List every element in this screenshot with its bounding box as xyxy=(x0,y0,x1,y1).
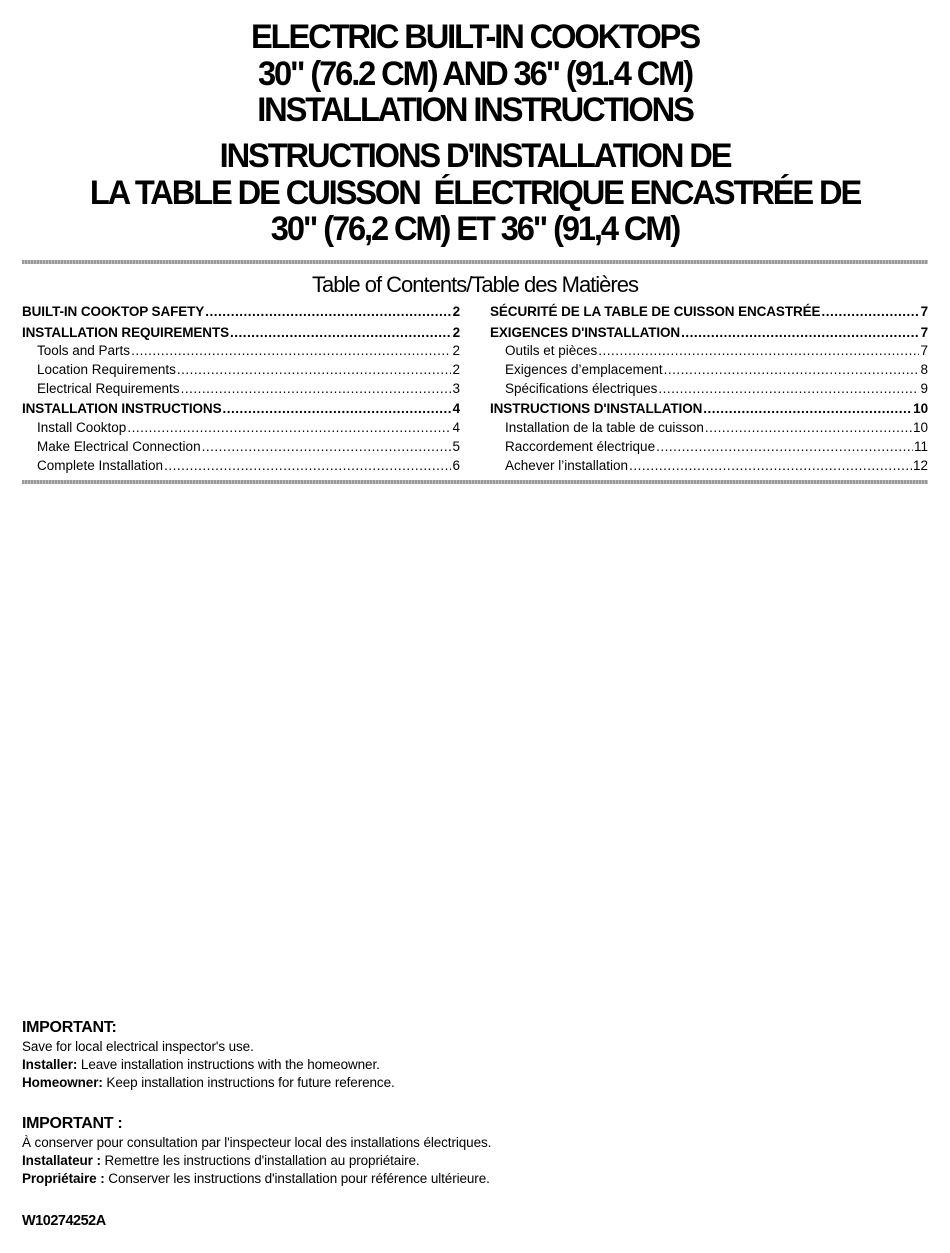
toc-item-exigences-emplacement[interactable] xyxy=(490,361,928,380)
dot-leader xyxy=(181,380,452,399)
dot-leader xyxy=(598,342,919,361)
important-line-inspecteur: À conserver pour consultation par l'inspecteur local des installations électriques. xyxy=(22,1135,492,1150)
toc-item-install-cooktop[interactable] xyxy=(22,419,460,438)
toc-page: 7 xyxy=(920,343,928,359)
toc-label: Raccordement électrique xyxy=(505,438,656,454)
toc-label: SÉCURITÉ DE LA TABLE DE CUISSON ENCASTRÉE xyxy=(490,304,821,319)
divider-bottom xyxy=(22,480,928,484)
toc-page: 7 xyxy=(920,304,928,319)
toc-label: INSTALLATION REQUIREMENTS xyxy=(22,324,229,340)
dot-leader xyxy=(131,342,451,361)
homeowner-label: Homeowner: xyxy=(22,1075,103,1090)
toc-item-installation-requirements[interactable] xyxy=(22,324,460,343)
toc-label: Install Cooktop xyxy=(37,420,127,436)
title-fr-line-1: INSTRUCTIONS D'INSTALLATION DE xyxy=(219,137,731,175)
toc-page: 4 xyxy=(452,420,460,436)
toc-label: BUILT-IN COOKTOP SAFETY xyxy=(22,304,205,319)
title-fr-line-3: 30" (76,2 CM) ET 36" (91,4 CM) xyxy=(270,210,680,248)
toc-page: 4 xyxy=(452,401,460,417)
toc-item-electrical-connection[interactable] xyxy=(22,438,460,457)
installateur-label: Installateur : xyxy=(22,1153,101,1168)
toc-item-raccordement[interactable] xyxy=(490,438,928,457)
title-french xyxy=(0,138,950,248)
toc-item-complete-installation[interactable] xyxy=(22,457,460,476)
toc-label: Installation de la table de cuisson xyxy=(505,420,704,436)
document-number: W10274252A xyxy=(22,1213,106,1229)
toc-page: 5 xyxy=(452,438,460,454)
toc-page: 11 xyxy=(913,438,928,454)
title-en-line-3: INSTALLATION INSTRUCTIONS xyxy=(257,91,693,129)
toc-item-specifications-electriques[interactable] xyxy=(490,380,928,399)
dot-leader xyxy=(705,419,912,438)
toc-page: 2 xyxy=(452,324,460,340)
installateur-text: Remettre les instructions d'installation au propriétaire. xyxy=(100,1153,420,1168)
dot-leader xyxy=(127,419,451,438)
toc-page: 12 xyxy=(912,457,928,473)
important-notice-french xyxy=(22,1114,722,1188)
dot-leader xyxy=(205,303,451,322)
toc-english xyxy=(22,303,460,475)
dot-leader xyxy=(703,400,912,419)
toc-heading: Table of Contents/Table des Matières xyxy=(312,272,638,297)
dot-leader xyxy=(629,457,912,476)
toc-french xyxy=(490,303,928,475)
toc-label: Exigences d’emplacement xyxy=(505,362,663,378)
toc-page: 7 xyxy=(920,324,928,340)
toc-item-location-requirements[interactable] xyxy=(22,361,460,380)
important-line-installer xyxy=(22,1056,722,1074)
dot-leader xyxy=(821,303,919,322)
toc-item-tools-and-parts[interactable] xyxy=(22,342,460,361)
title-fr-line-2: LA TABLE DE CUISSON ÉLECTRIQUE ENCASTRÉE DE xyxy=(89,173,861,212)
toc-label: Tools and Parts xyxy=(37,343,131,359)
important-line-inspector: Save for local electrical inspector's use. xyxy=(22,1039,254,1054)
dot-leader xyxy=(681,324,920,343)
toc-label: INSTRUCTIONS D'INSTALLATION xyxy=(490,401,703,417)
toc-item-electrical-requirements[interactable] xyxy=(22,380,460,399)
toc-page: 2 xyxy=(452,362,460,378)
dot-leader xyxy=(658,380,919,399)
important-line-proprietaire xyxy=(22,1170,722,1188)
dot-leader xyxy=(656,438,913,457)
dot-leader xyxy=(177,361,452,380)
title-en-line-1: ELECTRIC BUILT-IN COOKTOPS xyxy=(250,18,699,56)
important-line-homeowner xyxy=(22,1074,722,1092)
toc-label: Electrical Requirements xyxy=(37,380,180,396)
toc-label: EXIGENCES D'INSTALLATION xyxy=(490,324,681,340)
homeowner-text: Keep installation instructions for future reference. xyxy=(102,1075,395,1090)
toc-page: 8 xyxy=(920,362,928,378)
toc-label: Outils et pièces xyxy=(505,343,598,359)
dot-leader xyxy=(223,400,452,419)
important-heading: IMPORTANT: xyxy=(22,1019,117,1036)
toc-page: 2 xyxy=(452,304,460,319)
toc-item-cooktop-safety[interactable] xyxy=(22,303,460,322)
important-notice-english xyxy=(22,1018,722,1092)
toc-page: 3 xyxy=(452,380,460,396)
installer-label: Installer: xyxy=(22,1057,78,1072)
toc-label: INSTALLATION INSTRUCTIONS xyxy=(22,401,222,417)
toc-page: 9 xyxy=(920,380,928,396)
toc-item-exigences-installation[interactable] xyxy=(490,324,928,343)
toc-page: 10 xyxy=(912,420,928,436)
toc-label: Complete Installation xyxy=(37,457,164,473)
title-en-line-2: 30" (76.2 CM) AND 36" (91.4 CM) xyxy=(257,54,693,93)
title-english xyxy=(0,19,950,129)
proprietaire-label: Propriétaire : xyxy=(22,1171,105,1186)
important-heading: IMPORTANT : xyxy=(22,1115,123,1132)
toc-label: Achever l’installation xyxy=(505,457,629,473)
dot-leader xyxy=(202,438,452,457)
toc-page: 2 xyxy=(452,343,460,359)
dot-leader xyxy=(164,457,451,476)
toc-item-outils-pieces[interactable] xyxy=(490,342,928,361)
proprietaire-text: Conserver les instructions d'installation pour référence ultérieure. xyxy=(104,1171,490,1186)
important-line-installateur xyxy=(22,1152,722,1170)
dot-leader xyxy=(664,361,920,380)
toc-page: 6 xyxy=(452,457,460,473)
toc-item-instructions-installation[interactable] xyxy=(490,400,928,419)
dot-leader xyxy=(230,324,452,343)
toc-item-installation-instructions[interactable] xyxy=(22,400,460,419)
toc-item-installation-table[interactable] xyxy=(490,419,928,438)
toc-label: Location Requirements xyxy=(37,362,176,378)
toc-item-securite[interactable] xyxy=(490,303,928,322)
toc-label: Make Electrical Connection xyxy=(37,438,201,454)
installer-text: Leave installation instructions with the homeowner. xyxy=(77,1057,380,1072)
toc-item-achever[interactable] xyxy=(490,457,928,476)
toc-label: Spécifications électriques xyxy=(505,380,658,396)
toc-page: 10 xyxy=(913,401,928,417)
divider-top xyxy=(22,260,928,264)
